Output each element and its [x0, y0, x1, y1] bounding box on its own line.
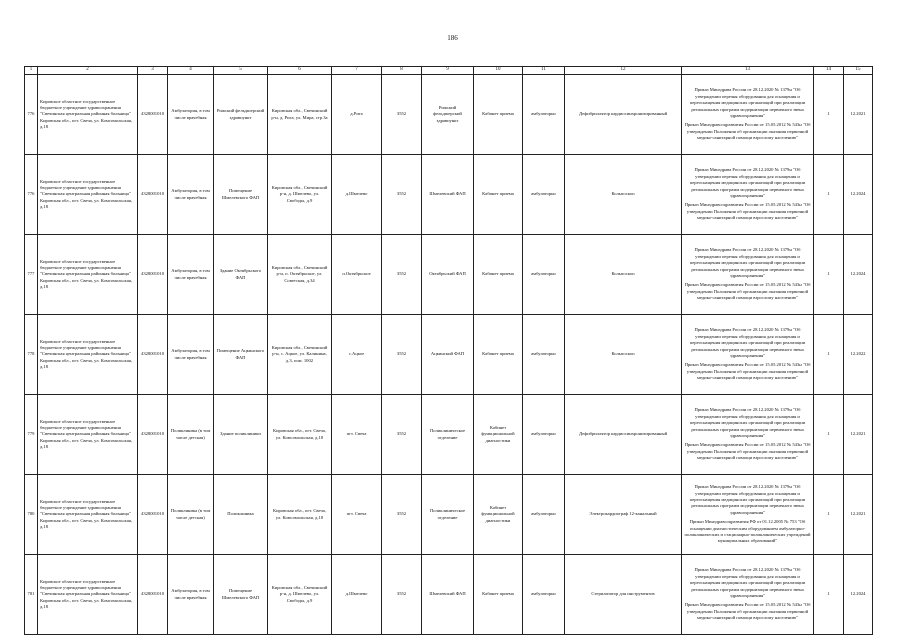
cell-c7: пгт. Свеча	[332, 475, 382, 555]
order-reference-2: Приказ Минздравсоцразвития России от 15.05.2012 № 543н "Об утверждении Положения об организации оказания первичной медико-санитарной помощи взрослому населению"	[684, 442, 811, 461]
cell-c14: 1	[814, 315, 844, 395]
cell-c12: Кольпоскоп	[565, 155, 682, 235]
cell-c1: 777	[25, 235, 38, 315]
cell-c6: Кировская обл., Свечинский р-н, д. Рига, ул. Мира, стр.3а	[268, 75, 332, 155]
order-reference-2: Приказ Минздравсоцразвития РФ от 01.12.2005 № 753 "Об оснащении диагностическим оборудованием амбулаторно-поликлинических и стационарно-поликлинических учреждений муниципальных образований"	[684, 519, 811, 544]
cell-c3: 4328001010	[138, 155, 168, 235]
cell-c6: Кировская обл., пгт. Свеча, ул. Комсомольская, д.18	[268, 395, 332, 475]
cell-c7: д.Шмелево	[332, 555, 382, 635]
column-header: 14	[814, 67, 844, 75]
cell-c12: Дефибриллятор кардиосинхронизированный	[565, 395, 682, 475]
cell-c1: 776	[25, 155, 38, 235]
cell-c5: Поликлиника	[214, 475, 268, 555]
cell-c1: 776	[25, 75, 38, 155]
cell-c11: амбулаторно	[523, 235, 565, 315]
cell-c12: Дефибриллятор кардиосинхронизированный	[565, 75, 682, 155]
cell-c15: 12.2024	[844, 155, 873, 235]
cell-c7: д.Шмелево	[332, 155, 382, 235]
table-row	[25, 235, 873, 315]
cell-c10: Кабинет приема	[474, 315, 523, 395]
cell-c10: Кабинет приема	[474, 155, 523, 235]
cell-c10: Кабинет приема	[474, 75, 523, 155]
cell-c9: Поликлиническое отделение	[422, 475, 474, 555]
cell-c8: 3552	[382, 475, 422, 555]
cell-c4: Амбулатория, в том числе врачебная	[168, 235, 214, 315]
cell-c14: 1	[814, 155, 844, 235]
table-row	[25, 315, 873, 395]
column-header: 6	[268, 67, 332, 75]
cell-c1: 779	[25, 395, 38, 475]
order-reference-1: Приказ Минздрава России от 28.12.2020 № 1379н "Об утверждении перечня оборудования для оснащения и переоснащения медицинских организаций при реализации региональных программ модернизации первичного звена здравоохранения"	[689, 407, 806, 438]
cell-c13	[682, 155, 814, 235]
cell-c2: Кировское областное государственное бюджетное учреждение здравоохранения "Свечинская центральная районная больница" Кировская обл., пгт. Свеча, ул. Комсомольская, д.18	[38, 555, 138, 635]
cell-c15: 12.2024	[844, 235, 873, 315]
column-header: 9	[422, 67, 474, 75]
order-reference-1: Приказ Минздрава России от 28.12.2020 № 1379н "Об утверждении перечня оборудования для оснащения и переоснащения медицинских организаций при реализации региональных программ модернизации первичного звена здравоохранения"	[689, 327, 806, 358]
cell-c7: пгт. Свеча	[332, 395, 382, 475]
cell-c10: Кабинет приема	[474, 555, 523, 635]
cell-c7: п.Октябрьское	[332, 235, 382, 315]
table-row	[25, 475, 873, 555]
column-header: 8	[382, 67, 422, 75]
cell-c11: амбулаторно	[523, 315, 565, 395]
order-reference-1: Приказ Минздрава России от 28.12.2020 № 1379н "Об утверждении перечня оборудования для оснащения и переоснащения медицинских организаций при реализации региональных программ модернизации первичного звена здравоохранения"	[689, 167, 806, 198]
equipment-table	[24, 66, 873, 635]
cell-c6: Кировская обл., Свечинский р-н, п. Октябрьское, ул. Советская, д.34	[268, 235, 332, 315]
cell-c3: 4328001010	[138, 395, 168, 475]
cell-c12: Стерилизатор для инструментов	[565, 555, 682, 635]
cell-c5: Помещение Ацкинского ФАП	[214, 315, 268, 395]
cell-c13	[682, 555, 814, 635]
column-header: 1	[25, 67, 38, 75]
cell-c5: Помещение Шмелевского ФАП	[214, 155, 268, 235]
cell-c13	[682, 235, 814, 315]
cell-c6: Кировская обл., Свечинский р-н, д. Шмелево, ул. Свободы, д.9	[268, 555, 332, 635]
table-row	[25, 155, 873, 235]
order-reference-1: Приказ Минздрава России от 28.12.2020 № 1379н "Об утверждении перечня оборудования для оснащения и переоснащения медицинских организаций при реализации региональных программ модернизации первичного звена здравоохранения"	[689, 484, 806, 515]
cell-c6: Кировская обл., Свечинский р-н, д. Шмелево, ул. Свободы, д.9	[268, 155, 332, 235]
cell-c9: Октябрьский ФАП	[422, 235, 474, 315]
cell-c4: Амбулатория, в том числе врачебная	[168, 75, 214, 155]
cell-c15: 12.2022	[844, 315, 873, 395]
column-header: 12	[565, 67, 682, 75]
cell-c9: Ацкинский ФАП	[422, 315, 474, 395]
cell-c9: Рижский фельдшерский здравпункт	[422, 75, 474, 155]
order-reference-2: Приказ Минздравсоцразвития России от 15.05.2012 № 543н "Об утверждении Положения об организации оказания первичной медико-санитарной помощи взрослому населению"	[684, 602, 811, 621]
cell-c3: 4328001010	[138, 75, 168, 155]
cell-c10: Кабинет функциональной диагностики	[474, 395, 523, 475]
cell-c3: 4328001010	[138, 315, 168, 395]
cell-c2: Кировское областное государственное бюджетное учреждение здравоохранения "Свечинская центральная районная больница" Кировская обл., пгт. Свеча, ул. Комсомольская, д.18	[38, 155, 138, 235]
page-number: 186	[447, 34, 458, 42]
cell-c8: 3552	[382, 155, 422, 235]
table-row	[25, 555, 873, 635]
cell-c8: 3552	[382, 75, 422, 155]
cell-c11: амбулаторно	[523, 475, 565, 555]
cell-c7: с.Ацкое	[332, 315, 382, 395]
column-header: 3	[138, 67, 168, 75]
cell-c3: 4328001010	[138, 475, 168, 555]
header-row	[25, 67, 873, 75]
order-reference-2: Приказ Минздравсоцразвития России от 15.05.2012 № 543н "Об утверждении Положения об организации оказания первичной медико-санитарной помощи взрослому населению"	[684, 362, 811, 381]
column-header: 10	[474, 67, 523, 75]
cell-c11: амбулаторно	[523, 395, 565, 475]
cell-c15: 12.2024	[844, 555, 873, 635]
cell-c15: 12.2021	[844, 475, 873, 555]
cell-c14: 1	[814, 555, 844, 635]
order-reference-2: Приказ Минздравсоцразвития России от 15.05.2012 № 543н "Об утверждении Положения об организации оказания первичной медико-санитарной помощи взрослому населению"	[684, 282, 811, 301]
cell-c15: 12.2021	[844, 75, 873, 155]
order-reference-1: Приказ Минздрава России от 28.12.2020 № 1379н "Об утверждении перечня оборудования для оснащения и переоснащения медицинских организаций при реализации региональных программ модернизации первичного звена здравоохранения"	[689, 247, 806, 278]
cell-c1: 781	[25, 555, 38, 635]
cell-c12: Кольпоскоп	[565, 315, 682, 395]
cell-c13	[682, 75, 814, 155]
column-header: 13	[682, 67, 814, 75]
column-header: 11	[523, 67, 565, 75]
cell-c1: 778	[25, 315, 38, 395]
cell-c2: Кировское областное государственное бюджетное учреждение здравоохранения "Свечинская центральная районная больница" Кировская обл., пгт. Свеча, ул. Комсомольская, д.18	[38, 75, 138, 155]
cell-c4: Поликлиника (в том числе детская)	[168, 475, 214, 555]
order-reference-1: Приказ Минздрава России от 28.12.2020 № 1379н "Об утверждении перечня оборудования для оснащения и переоснащения медицинских организаций при реализации региональных программ модернизации первичного звена здравоохранения"	[689, 567, 806, 598]
cell-c3: 4328001010	[138, 235, 168, 315]
cell-c5: Здание Октябрьского ФАП	[214, 235, 268, 315]
cell-c1: 780	[25, 475, 38, 555]
cell-c12: Электрокардиограф 12-канальный	[565, 475, 682, 555]
cell-c14: 1	[814, 395, 844, 475]
cell-c8: 3552	[382, 395, 422, 475]
cell-c6: Кировская обл., Свечинский р-н, с. Ацкое, ул. Калинина, д.3, пом. 1002	[268, 315, 332, 395]
column-header: 2	[38, 67, 138, 75]
cell-c9: Шмелевский ФАП	[422, 555, 474, 635]
cell-c2: Кировское областное государственное бюджетное учреждение здравоохранения "Свечинская центральная районная больница" Кировская обл., пгт. Свеча, ул. Комсомольская, д.18	[38, 315, 138, 395]
cell-c4: Поликлиника (в том числе детская)	[168, 395, 214, 475]
cell-c3: 4328001010	[138, 555, 168, 635]
cell-c8: 3552	[382, 555, 422, 635]
cell-c4: Амбулатория, в том числе врачебная	[168, 315, 214, 395]
cell-c12: Кольпоскоп	[565, 235, 682, 315]
column-header: 4	[168, 67, 214, 75]
cell-c11: амбулаторно	[523, 155, 565, 235]
cell-c13	[682, 395, 814, 475]
cell-c8: 3552	[382, 315, 422, 395]
cell-c13	[682, 475, 814, 555]
cell-c2: Кировское областное государственное бюджетное учреждение здравоохранения "Свечинская центральная районная больница" Кировская обл., пгт. Свеча, ул. Комсомольская, д.18	[38, 235, 138, 315]
cell-c4: Амбулатория, в том числе врачебная	[168, 155, 214, 235]
cell-c15: 12.2021	[844, 395, 873, 475]
column-header: 15	[844, 67, 873, 75]
order-reference-2: Приказ Минздравсоцразвития России от 15.05.2012 № 543н "Об утверждении Положения об организации оказания первичной медико-санитарной помощи взрослому населению"	[684, 122, 811, 141]
cell-c14: 1	[814, 235, 844, 315]
column-header: 5	[214, 67, 268, 75]
cell-c8: 3552	[382, 235, 422, 315]
cell-c14: 1	[814, 475, 844, 555]
cell-c2: Кировское областное государственное бюджетное учреждение здравоохранения "Свечинская центральная районная больница" Кировская обл., пгт. Свеча, ул. Комсомольская, д.18	[38, 395, 138, 475]
column-header: 7	[332, 67, 382, 75]
cell-c5: Помещение Шмелевского ФАП	[214, 555, 268, 635]
cell-c9: Поликлиническое отделение	[422, 395, 474, 475]
cell-c5: Здание поликлиники	[214, 395, 268, 475]
cell-c5: Рижский фельдшерский здравпункт	[214, 75, 268, 155]
order-reference-1: Приказ Минздрава России от 28.12.2020 № 1379н "Об утверждении перечня оборудования для оснащения и переоснащения медицинских организаций при реализации региональных программ модернизации первичного звена здравоохранения"	[689, 87, 806, 118]
order-reference-2: Приказ Минздравсоцразвития России от 15.05.2012 № 543н "Об утверждении Положения об организации оказания первичной медико-санитарной помощи взрослому населению"	[684, 202, 811, 221]
cell-c9: Шмелевский ФАП	[422, 155, 474, 235]
cell-c2: Кировское областное государственное бюджетное учреждение здравоохранения "Свечинская центральная районная больница" Кировская обл., пгт. Свеча, ул. Комсомольская, д.18	[38, 475, 138, 555]
cell-c6: Кировская обл., пгт. Свеча, ул. Комсомольская, д.18	[268, 475, 332, 555]
cell-c14: 1	[814, 75, 844, 155]
cell-c11: амбулаторно	[523, 75, 565, 155]
table-row	[25, 75, 873, 155]
cell-c10: Кабинет приема	[474, 235, 523, 315]
table-row	[25, 395, 873, 475]
cell-c11: амбулаторно	[523, 555, 565, 635]
cell-c7: д.Рига	[332, 75, 382, 155]
cell-c4: Амбулатория, в том числе врачебная	[168, 555, 214, 635]
cell-c10: Кабинет функциональной диагностики	[474, 475, 523, 555]
cell-c13	[682, 315, 814, 395]
